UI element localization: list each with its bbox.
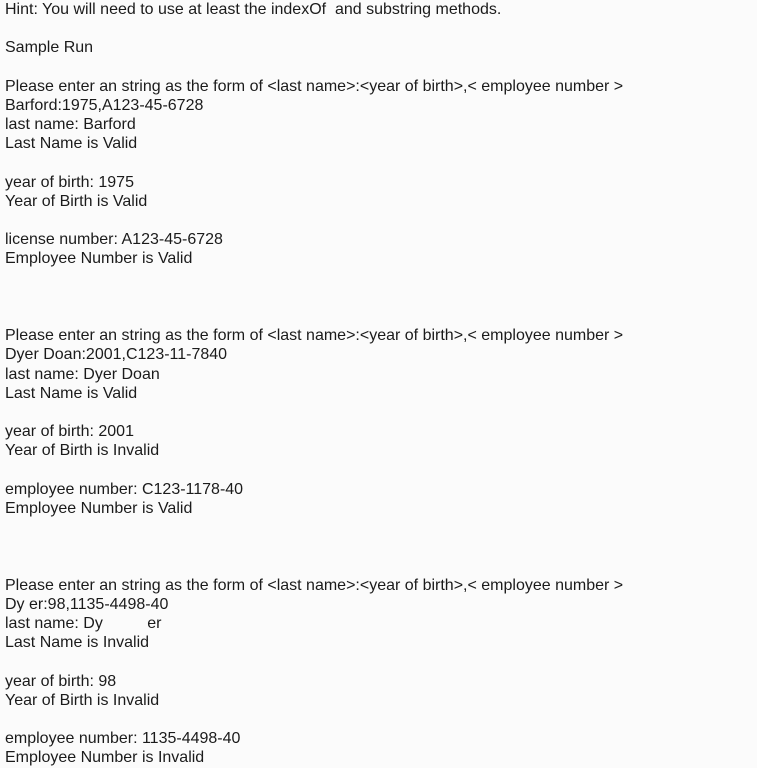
user-input: Barford:1975,A123-45-6728 [5,96,204,114]
year-result: Year of Birth is Invalid [5,442,160,460]
input-prompt: Please enter an string as the form of <last name>:<year of birth>,< employee number > [5,327,624,345]
last-name-result: Last Name is Valid [5,384,138,402]
last-name-result: Last Name is Valid [5,135,138,153]
year-output: year of birth: 98 [5,672,117,690]
input-prompt: Please enter an string as the form of <last name>:<year of birth>,< employee number > [5,576,624,594]
year-result: Year of Birth is Invalid [5,691,160,709]
hint-text: Hint: You will need to use at least the indexOf and substring methods. [5,1,502,18]
blank-line [5,461,757,480]
blank-line [5,652,757,671]
sample-run-block-2 [5,326,757,518]
number-result: Employee Number is Valid [5,499,193,517]
number-output: employee number: 1135-4498-40 [5,730,241,748]
blank-line [5,211,757,230]
number-output: license number: A123-45-6728 [5,231,223,249]
blank-gap [5,269,757,327]
year-output: year of birth: 2001 [5,423,134,441]
blank-line [5,154,757,173]
last-name-output: last name: Dyer Doan [5,365,160,383]
last-name-output: last name: Dy er [5,615,162,633]
input-prompt: Please enter an string as the form of <last name>:<year of birth>,< employee number > [5,77,624,95]
blank-line [5,19,757,38]
blank-line [5,403,757,422]
sample-run-block-1 [5,77,757,269]
blank-gap [5,518,757,576]
blank-line [5,58,757,77]
sample-run-block-3 [5,576,757,768]
year-output: year of birth: 1975 [5,173,134,191]
sample-run-heading: Sample Run [5,39,94,57]
number-result: Employee Number is Invalid [5,749,205,767]
year-result: Year of Birth is Valid [5,192,148,210]
number-output: employee number: C123-1178-40 [5,480,244,498]
user-input: Dyer Doan:2001,C123-11-7840 [5,346,228,364]
last-name-output: last name: Barford [5,116,136,134]
last-name-result: Last Name is Invalid [5,634,150,652]
number-result: Employee Number is Valid [5,250,193,268]
user-input: Dy er:98,1135-4498-40 [5,595,169,613]
blank-line [5,710,757,729]
